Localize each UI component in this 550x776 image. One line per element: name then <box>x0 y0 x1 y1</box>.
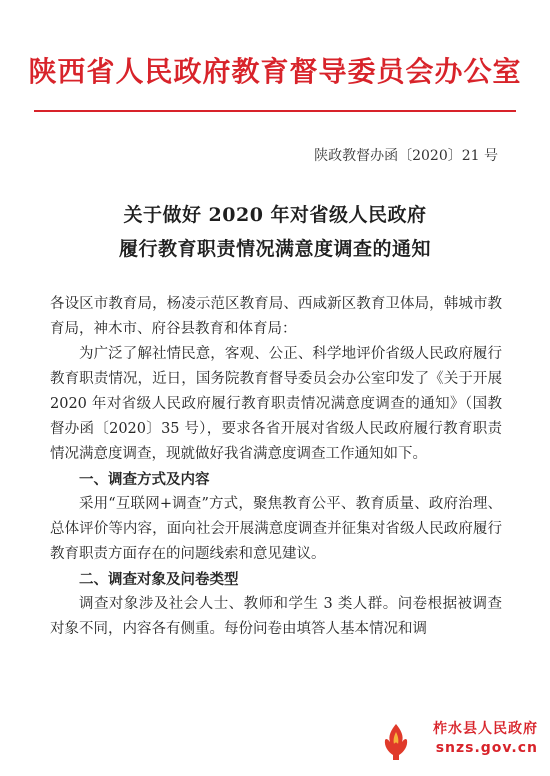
watermark-logo <box>382 718 538 768</box>
intro-paragraph: 为广泛了解社情民意，客观、公正、科学地评价省级人民政府履行教育职责情况，近日，国务院教育督导委员会办公室印发了《关于开展 2020 年对省级人民政府履行教育职责情况满意度调查的通知》（国教督办函〔2020〕35 号），要求各省开展对省级人民政府履行教育职责情况满意度调查，现就做好我省满意度调查工作通知如下。 <box>50 346 502 462</box>
watermark-title: 柞水县人民政府 <box>433 721 538 737</box>
section-1-heading: 一、调查方式及内容 <box>79 471 210 488</box>
org-header: 陕西省人民政府教育督导委员会办公室 <box>28 55 522 88</box>
document-title <box>0 198 550 266</box>
title-line-2: 履行教育职责情况满意度调查的通知 <box>118 238 431 260</box>
watermark-url: snzs.gov.cn <box>435 740 538 756</box>
section-2-heading: 二、调查对象及问卷类型 <box>79 571 239 588</box>
emblem-icon <box>382 722 410 762</box>
document-number: 陕政教督办函〔2020〕21 号 <box>314 148 498 164</box>
section-2-paragraph: 调查对象涉及社会人士、教师和学生 3 类人群。问卷根据被调查对象不同，内容各有侧重。每份问卷由填答人基本情况和调 <box>50 596 502 637</box>
red-divider <box>34 110 516 112</box>
section-1-paragraph: 采用“互联网+调查”方式，聚焦教育公平、教育质量、政府治理、总体评价等内容，面向社会开展满意度调查并征集对省级人民政府履行教育职责方面存在的问题线索和意见建议。 <box>50 496 502 562</box>
document-body <box>50 292 502 642</box>
title-line-1: 关于做好 2020 年对省级人民政府 <box>123 204 427 226</box>
addressee-paragraph: 各设区市教育局，杨凌示范区教育局、西咸新区教育卫体局，韩城市教育局，神木市、府谷县教育和体育局： <box>50 296 502 337</box>
